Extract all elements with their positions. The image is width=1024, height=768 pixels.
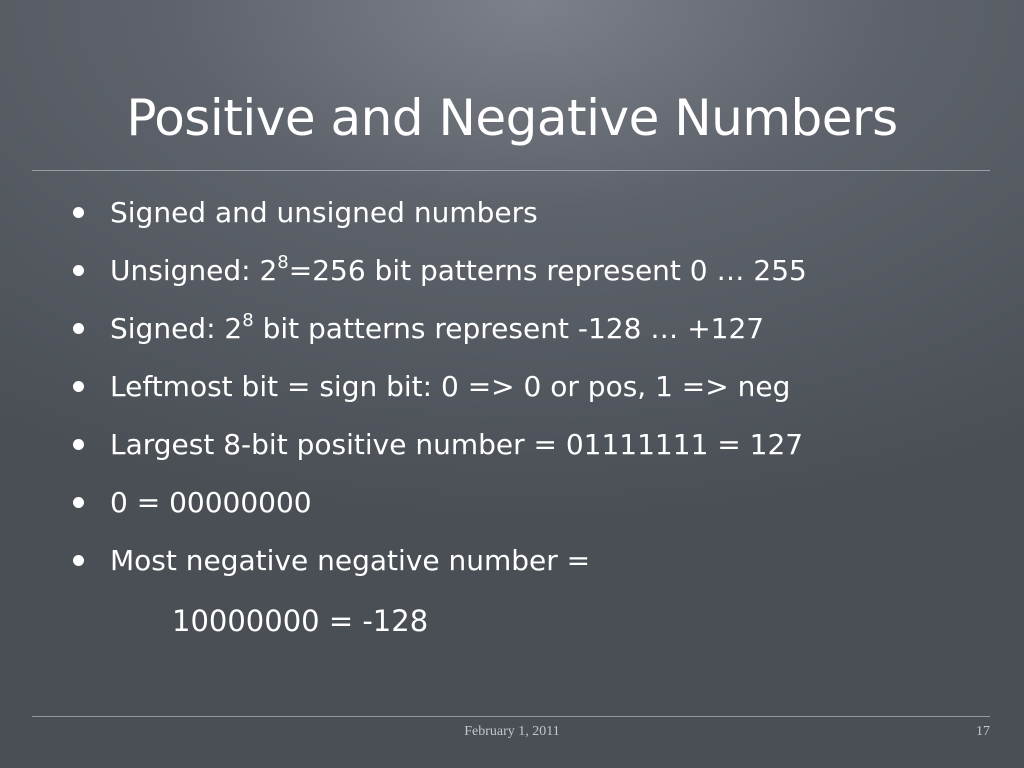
bullet-dot-icon [73, 555, 84, 566]
slide-number: 17 [976, 724, 990, 739]
bullet-text [110, 242, 807, 300]
bullet-text: Largest 8-bit positive number = 01111111 = 127 [110, 428, 804, 461]
bullet-text-start: Signed: 2 [110, 312, 243, 345]
bullet-dot-icon [73, 497, 84, 508]
bullet-text-end: =256 bit patterns represent 0 … 255 [288, 254, 807, 287]
bullet-dot-icon [73, 207, 84, 218]
bullet-item [0, 242, 1024, 300]
bullet-text-end: bit patterns represent -128 … +127 [253, 312, 765, 345]
title-divider [32, 170, 990, 171]
bullet-item [0, 416, 1024, 474]
bullet-text: Leftmost bit = sign bit: 0 => 0 or pos, 1 => neg [110, 370, 791, 403]
bullet-text: Signed and unsigned numbers [110, 196, 538, 229]
bullet-item [0, 358, 1024, 416]
bullet-dot-icon [73, 323, 84, 334]
footer-divider [32, 716, 990, 717]
bullet-dot-icon [73, 381, 84, 392]
footer-date: February 1, 2011 [464, 724, 560, 739]
bullet-item [0, 300, 1024, 358]
bullet-text: Most negative negative number = [110, 544, 591, 577]
slide-title: Positive and Negative Numbers [126, 89, 898, 147]
bullet-dot-icon [73, 265, 84, 276]
bullet-item [0, 532, 1024, 590]
bullet-list [0, 184, 1024, 590]
bullet-continuation: 10000000 = -128 [172, 604, 429, 638]
bullet-text-start: Unsigned: 2 [110, 254, 278, 287]
bullet-item [0, 474, 1024, 532]
bullet-text: 0 = 00000000 [110, 486, 312, 519]
exponent: 8 [242, 310, 254, 331]
bullet-text [110, 300, 764, 358]
exponent: 8 [277, 252, 289, 273]
bullet-item [0, 184, 1024, 242]
bullet-dot-icon [73, 439, 84, 450]
